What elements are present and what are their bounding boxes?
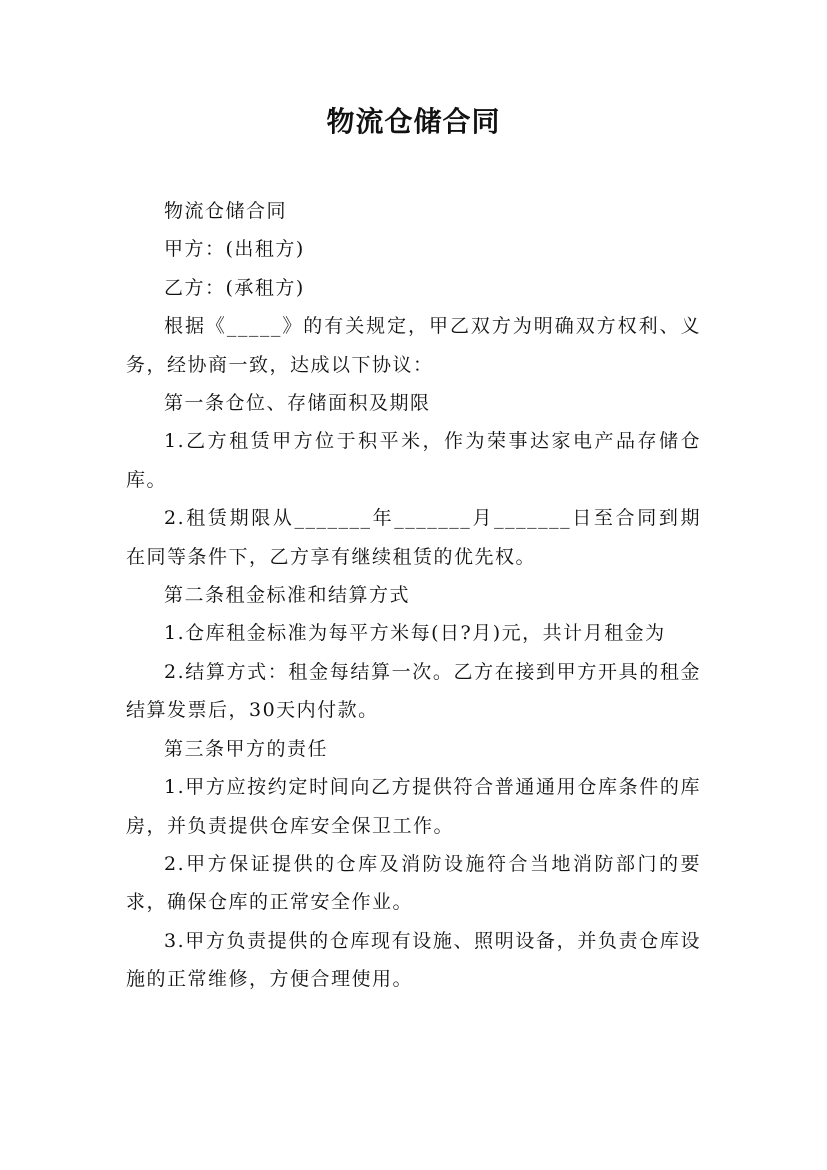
article-3-heading: 第三条甲方的责任 — [164, 737, 329, 760]
article-3-clause-3: 3.甲方负责提供的仓库现有设施、照明设备，并负责仓库设施的正常维修，方便合理使用。 — [126, 929, 701, 991]
article-1-clause-2: 2.租赁期限从_______年_______月_______日至合同到期在同等条件下，乙方享有继续租赁的优先权。 — [126, 507, 701, 568]
article-1-heading: 第一条仓位、存储面积及期限 — [164, 392, 431, 415]
article-2-heading: 第二条租金标准和结算方式 — [164, 584, 411, 607]
document-title: 物流仓储合同 — [326, 105, 501, 138]
paragraph-heading: 物流仓储合同 — [164, 200, 288, 222]
paragraph-party-a: 甲方：(出租方) — [164, 238, 305, 261]
article-3-clause-2: 2.甲方保证提供的仓库及消防设施符合当地消防部门的要求，确保仓库的正常安全作业。 — [126, 852, 701, 914]
article-2-clause-1: 1.仓库租金标准为每平方米每(日?月)元，共计月租金为 — [164, 622, 666, 645]
article-3-clause-1: 1.甲方应按约定时间向乙方提供符合普通通用仓库条件的库房，并负责提供仓库安全保卫工作。 — [126, 776, 701, 837]
paragraph-party-b: 乙方：(承租方) — [164, 276, 305, 299]
article-1-clause-1: 1.乙方租赁甲方位于积平米，作为荣事达家电产品存储仓库。 — [126, 430, 701, 491]
article-2-clause-2: 2.结算方式：租金每结算一次。乙方在接到甲方开具的租金结算发票后，30天内付款。 — [126, 660, 701, 722]
paragraph-preamble: 根据《_____》的有关规定，甲乙双方为明确双方权利、义务，经协商一致，达成以下协议： — [126, 315, 701, 376]
document-body — [126, 192, 701, 999]
